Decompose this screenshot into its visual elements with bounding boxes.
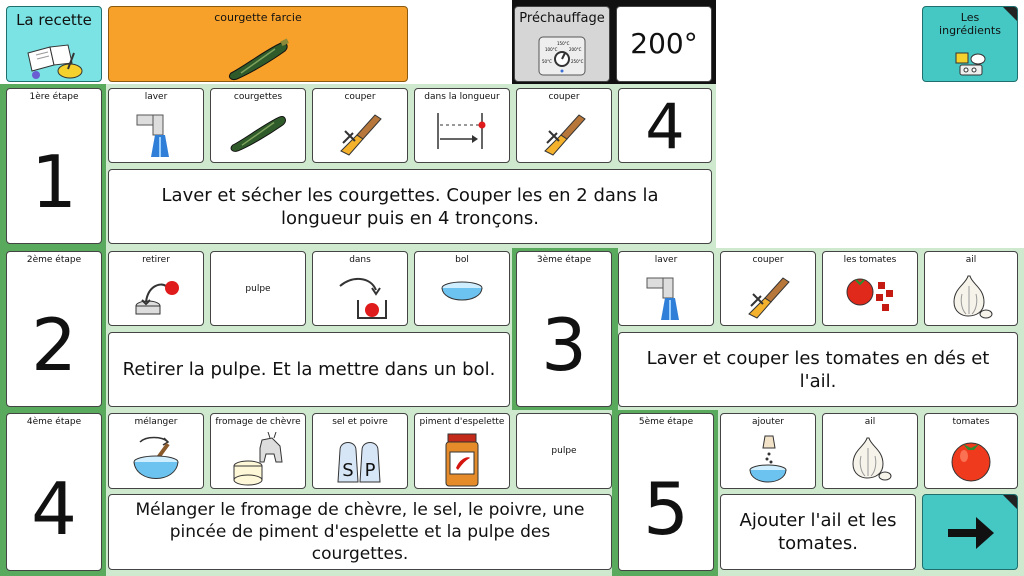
word-label: dans <box>349 255 371 265</box>
chili-spice-jar-icon <box>440 432 484 488</box>
step-4-number: 4 <box>31 467 77 551</box>
diced-tomato-icon <box>842 272 898 318</box>
step-1-word-longueur[interactable] <box>414 88 510 163</box>
next-button[interactable] <box>922 494 1018 570</box>
arrow-right-icon <box>942 509 998 557</box>
step-5-header: 5ème étape <box>638 417 694 427</box>
step-2-word-retirer[interactable] <box>108 251 204 326</box>
step-3-word-ail[interactable] <box>924 251 1018 326</box>
word-label: ajouter <box>752 417 784 427</box>
word-label: courgettes <box>233 92 283 102</box>
zucchini-icon <box>223 37 293 81</box>
lengthwise-icon <box>432 109 492 153</box>
recipe-title-card <box>108 6 408 82</box>
recipe-label: La recette <box>16 11 92 29</box>
step-1-word-couper[interactable] <box>312 88 408 163</box>
tomato-icon <box>946 432 996 484</box>
step-1-number: 1 <box>31 140 77 224</box>
word-label: bol <box>455 255 469 265</box>
svg-text:P: P <box>364 460 376 481</box>
temperature-value: 200° <box>630 27 698 60</box>
add-to-bowl-icon <box>743 432 793 486</box>
word-label: laver <box>144 92 168 102</box>
step-1-word-courgettes[interactable] <box>210 88 306 163</box>
step-1-header: 1ère étape <box>29 92 79 102</box>
step-1-sentence: Laver et sécher les courgettes. Couper les en 2 dans la longueur puis en 4 tronçons. <box>108 169 712 244</box>
step-4-word-pulpe[interactable] <box>516 413 612 489</box>
oven-dial-icon <box>537 35 587 77</box>
step-2-number-card <box>6 251 102 407</box>
word-label: ail <box>864 417 876 427</box>
word-label: tomates <box>952 417 990 427</box>
svg-text:100°C: 100°C <box>545 47 558 52</box>
svg-text:250°C: 250°C <box>571 59 584 64</box>
step-3-number: 3 <box>541 303 587 387</box>
ingredients-icon <box>950 47 990 79</box>
step-4-word-piment[interactable] <box>414 413 510 489</box>
step-4-sentence: Mélanger le fromage de chèvre, le sel, le poivre, une pincée de piment d'espelette et la pulpe des courgettes. <box>108 494 612 570</box>
ingredients-button[interactable] <box>922 6 1018 82</box>
step-3-sentence: Laver et couper les tomates en dés et l'ail. <box>618 332 1018 407</box>
step-2-sentence: Retirer la pulpe. Et la mettre dans un bol. <box>108 332 510 407</box>
svg-text:150°C: 150°C <box>557 41 570 46</box>
step-2-header: 2ème étape <box>26 255 82 265</box>
step-5-word-ail[interactable] <box>822 413 918 489</box>
goat-cheese-icon <box>228 432 288 486</box>
step-2-word-bol[interactable] <box>414 251 510 326</box>
word-label: dans la longueur <box>424 92 500 102</box>
word-label: piment d'espelette <box>419 417 505 427</box>
step-2-word-dans[interactable] <box>312 251 408 326</box>
faucet-water-icon <box>641 270 691 320</box>
word-label: couper <box>752 255 784 265</box>
word-label: les tomates <box>843 255 897 265</box>
step-1-count: 4 <box>645 90 685 163</box>
step-5-number: 5 <box>643 467 689 551</box>
step-5-number-card <box>618 413 714 571</box>
word-label: pulpe <box>245 284 271 294</box>
step-4-word-fromage[interactable] <box>210 413 306 489</box>
temperature-card <box>616 6 712 82</box>
word-label: couper <box>344 92 376 102</box>
recipe-button[interactable] <box>6 6 102 82</box>
word-label: laver <box>654 255 678 265</box>
step-2-number: 2 <box>31 303 77 387</box>
word-label: mélanger <box>134 417 178 427</box>
step-3-word-tomates[interactable] <box>822 251 918 326</box>
zucchini-icon <box>225 111 291 153</box>
recipe-title: courgette farcie <box>214 11 302 24</box>
mixing-bowl-icon <box>128 432 184 486</box>
preheat-label: Préchauffage <box>519 11 605 26</box>
into-container-icon <box>332 272 388 322</box>
word-label: pulpe <box>551 446 577 456</box>
svg-text:50°C: 50°C <box>542 59 552 64</box>
word-label: ail <box>965 255 977 265</box>
knife-cut-icon <box>743 272 793 320</box>
recipe-book-icon <box>24 37 84 81</box>
word-label: sel et poivre <box>332 417 388 427</box>
step-4-number-card <box>6 413 102 571</box>
faucet-water-icon <box>131 107 181 157</box>
bowl-icon <box>437 278 487 314</box>
step-4-word-sel-poivre[interactable] <box>312 413 408 489</box>
word-label: couper <box>548 92 580 102</box>
step-3-word-couper[interactable] <box>720 251 816 326</box>
step-1-word-couper-2[interactable] <box>516 88 612 163</box>
step-5-sentence: Ajouter l'ail et les tomates. <box>720 494 916 570</box>
step-3-word-laver[interactable] <box>618 251 714 326</box>
step-1-number-card <box>6 88 102 244</box>
step-5-word-ajouter[interactable] <box>720 413 816 489</box>
step-4-header: 4ème étape <box>26 417 82 427</box>
step-1-count-card <box>618 88 712 163</box>
ingredients-label: Les ingrédients <box>939 11 1001 37</box>
knife-cut-icon <box>335 109 385 157</box>
word-label: retirer <box>142 255 170 265</box>
step-3-header: 3ème étape <box>536 255 592 265</box>
step-4-word-melanger[interactable] <box>108 413 204 489</box>
knife-cut-icon <box>539 109 589 157</box>
salt-pepper-icon <box>332 432 388 486</box>
garlic-icon <box>946 270 996 322</box>
step-3-number-card <box>516 251 612 407</box>
garlic-icon <box>845 432 895 484</box>
preheat-card <box>514 6 610 82</box>
svg-text:S: S <box>342 460 354 481</box>
word-label: fromage de chèvre <box>215 417 301 427</box>
step-1-word-laver[interactable] <box>108 88 204 163</box>
svg-text:200°C: 200°C <box>569 47 582 52</box>
remove-icon <box>126 272 186 320</box>
step-5-word-tomates[interactable] <box>924 413 1018 489</box>
step-2-word-pulpe[interactable] <box>210 251 306 326</box>
